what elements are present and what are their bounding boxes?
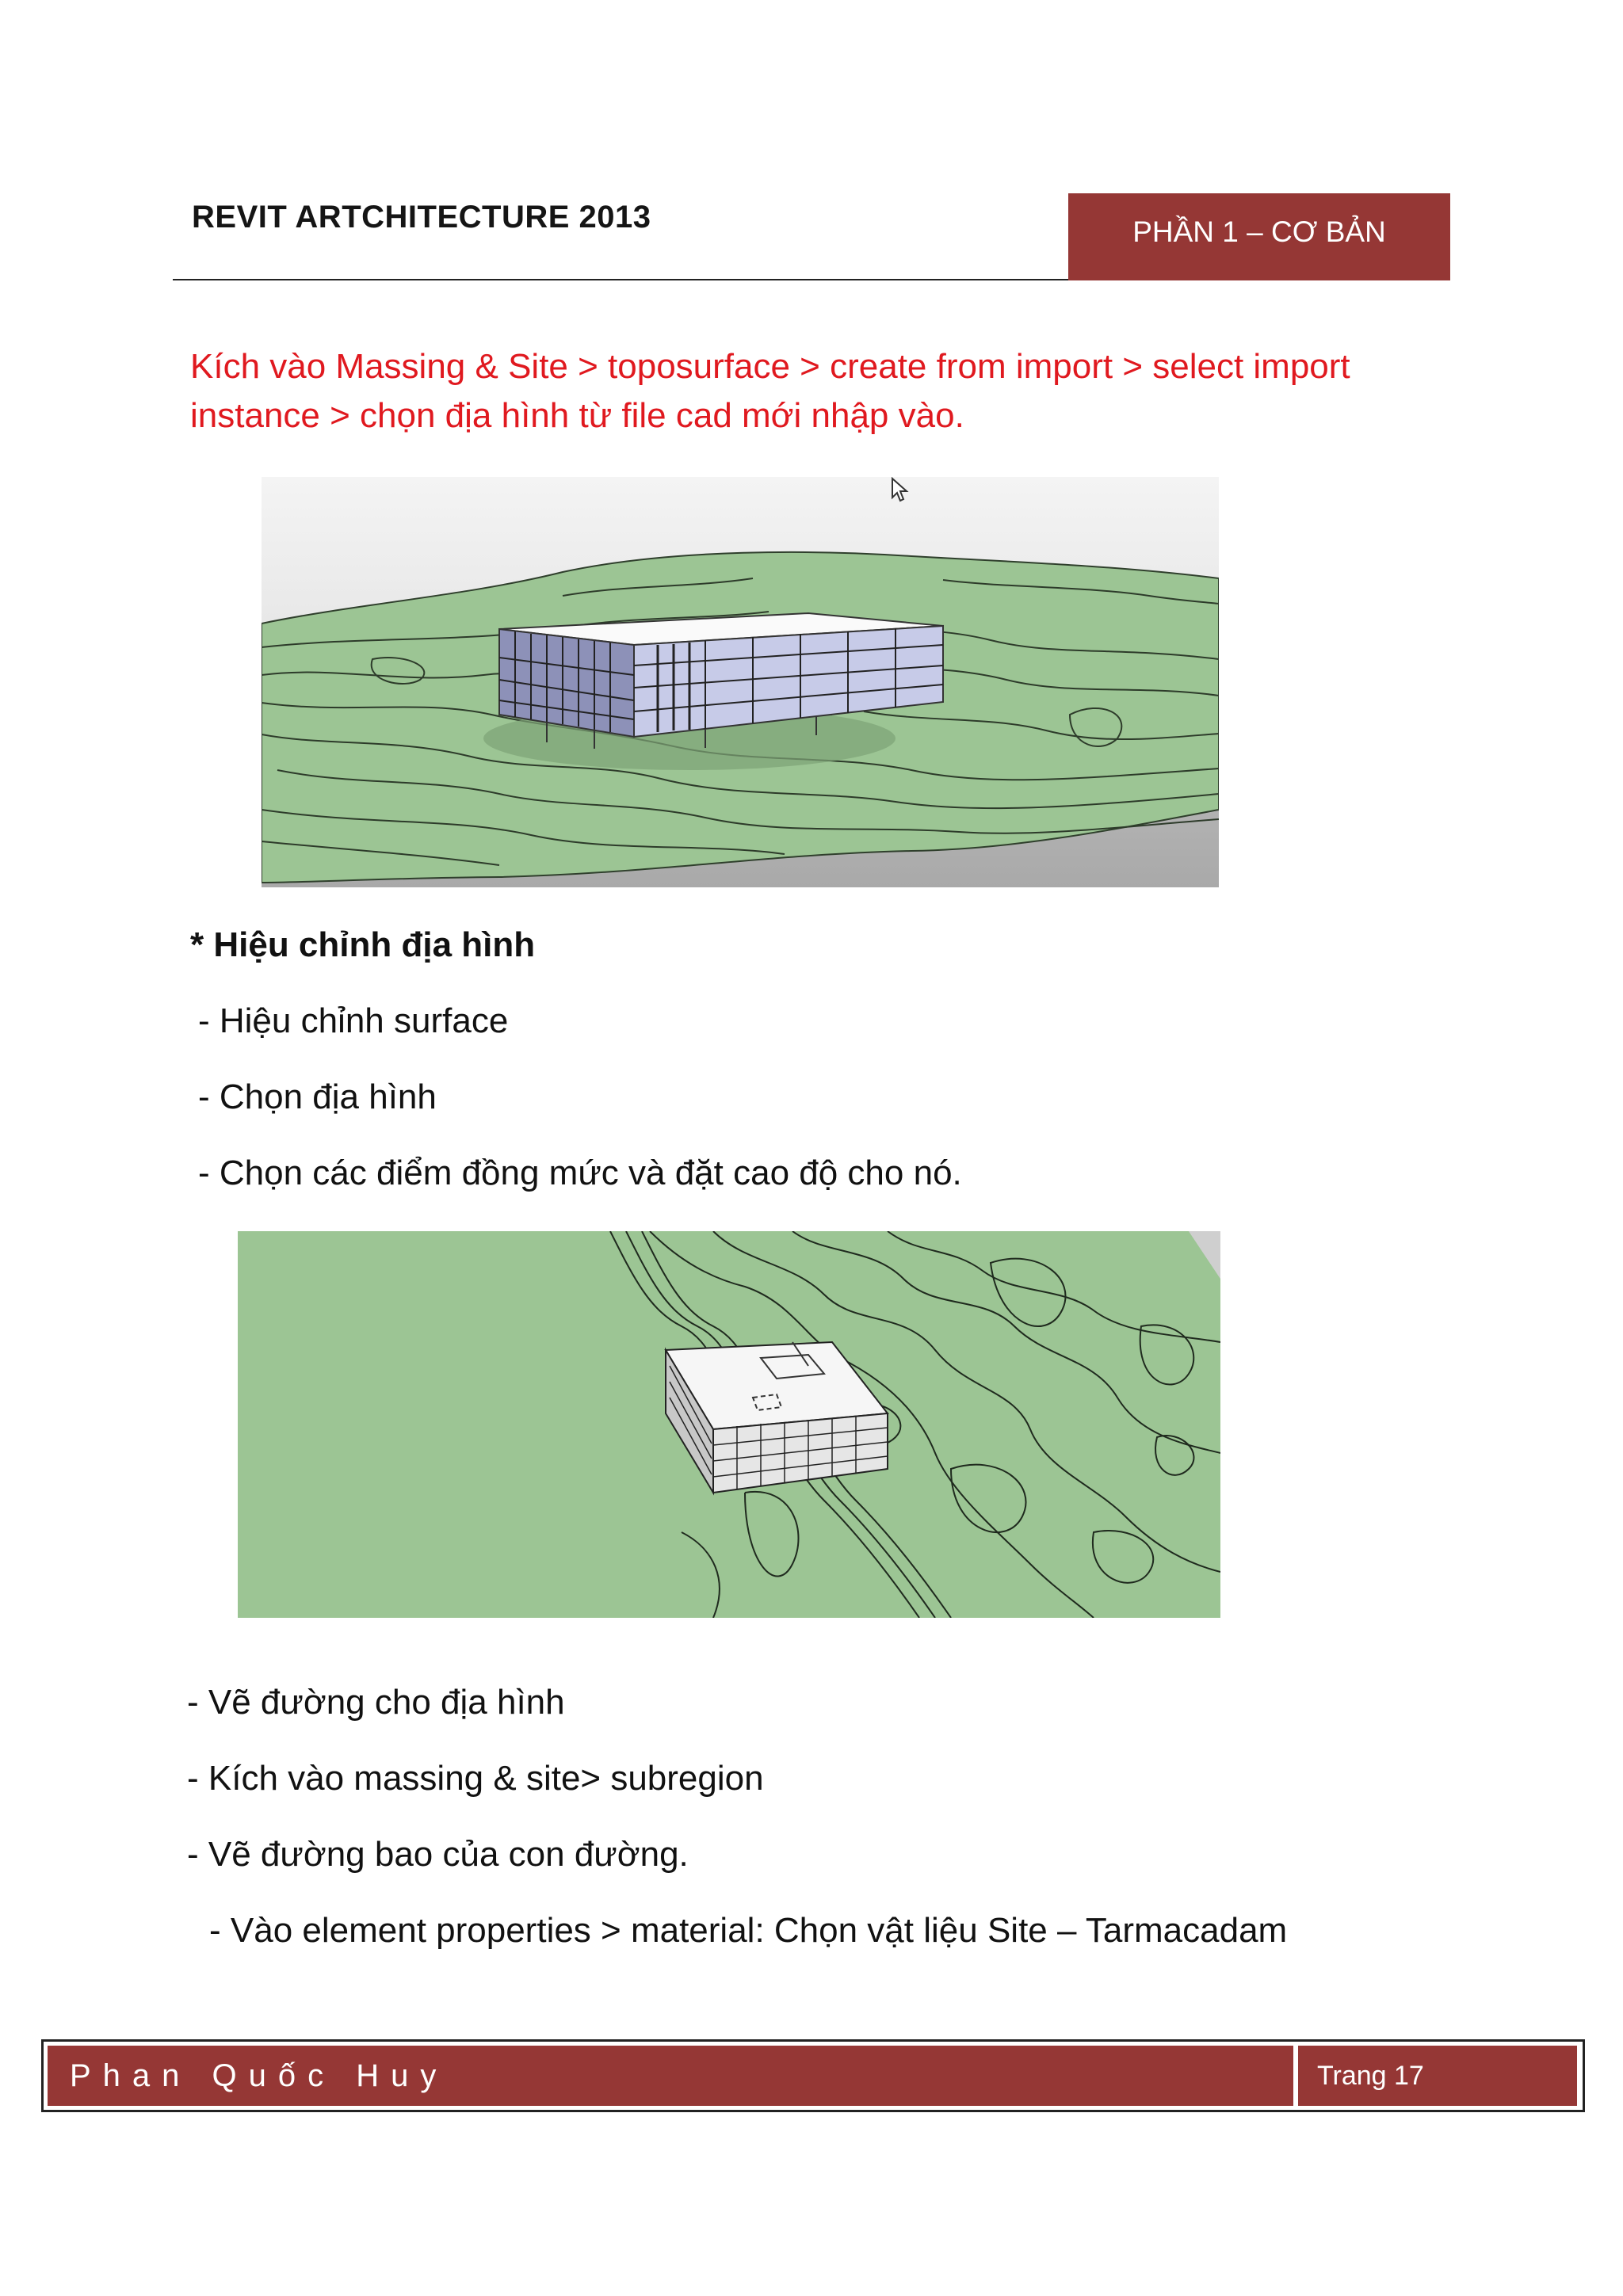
toposurface-perspective-image	[262, 477, 1219, 887]
list-item: - Vẽ đường bao của con đường.	[187, 1835, 689, 1874]
list-item: - Chọn các điểm đồng mức và đặt cao độ cho nó.	[198, 1154, 962, 1192]
document-title: REVIT ARTCHITECTURE 2013	[192, 200, 651, 235]
list-item: - Hiệu chỉnh surface	[198, 1001, 509, 1040]
list-item: - Vẽ đường cho địa hình	[187, 1683, 565, 1722]
contour-plan-image	[238, 1231, 1220, 1618]
list-item: - Kích vào massing & site> subregion	[187, 1759, 764, 1798]
section-heading: * Hiệu chỉnh địa hình	[190, 925, 536, 964]
footer-author: Phan Quốc Huy	[48, 2046, 1293, 2106]
header-rule	[173, 279, 1068, 280]
list-item: - Chọn địa hình	[198, 1077, 437, 1116]
instruction-text: Kích vào Massing & Site > toposurface > create from import > select import instance > chọn địa hình từ file cad mới nhập vào.	[190, 347, 1350, 435]
section-tab: PHẦN 1 – CƠ BẢN	[1068, 193, 1450, 280]
page-number: Trang 17	[1298, 2046, 1577, 2106]
list-item: - Vào element properties > material: Chọn vật liệu Site – Tarmacadam	[209, 1911, 1288, 1950]
